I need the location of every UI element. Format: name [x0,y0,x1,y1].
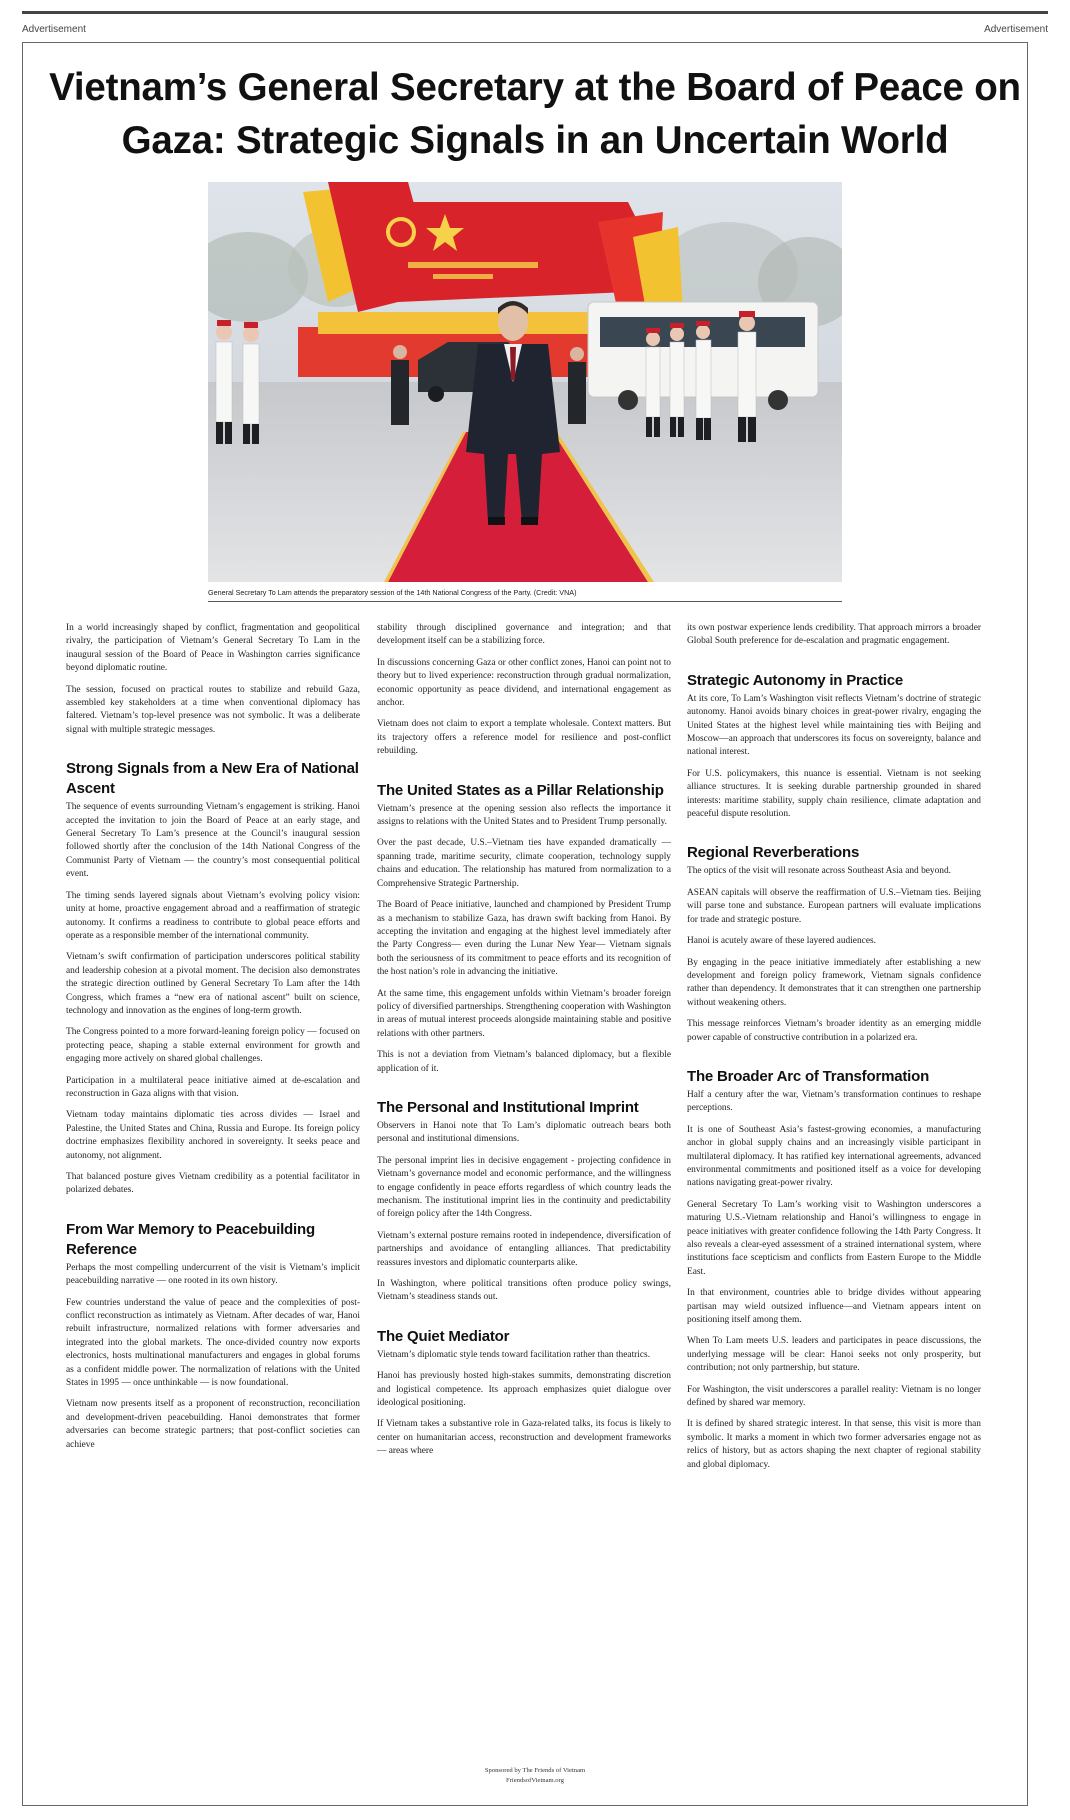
paragraph: If Vietnam takes a substantive role in Gaza-related talks, its focus is likely to center on humanitarian access, reconstruction and development frameworks — areas where [377,1419,671,1457]
paragraph: Observers in Hanoi note that To Lam’s diplomatic outreach bears both personal and institutional dimensions. [377,1120,671,1145]
paragraph: In Washington, where political transitions often produce policy swings, Vietnam’s steadiness stands out. [377,1279,671,1303]
paragraph: Few countries understand the value of peace and the complexities of post-conflict reconstruction as intimately as Vietnam. After decades of war, Hanoi rebuilt infrastructure, normalized relations with former adversaries and integrated into the global markets. The once-divided country now exports electronics, hosts multinational manufacturers and engages in global forums as a confident middle power. The normalization of relations with the United States in 1995 — once unthinkable — is now foundational. [66,1297,360,1389]
section-heading: Strong Signals from a New Era of National Ascent [66,760,359,798]
advertisement-label-left: Advertisement [22,24,86,35]
paragraph: The timing sends layered signals about Vietnam’s evolving policy vision: unity at home, proactive engagement abroad and a reaffirmation of strategic autonomy. It confirms a readiness to contribute to global peace efforts and operate as a responsible member of the international community. [66,890,360,941]
paragraph: Half a century after the war, Vietnam’s transformation continues to reshape perceptions. [687,1089,981,1114]
paragraph: its own postwar experience lends credibility. That approach mirrors a broader Global South preference for de-escalation and pragmatic engagement. [687,623,981,647]
paragraph: Vietnam’s diplomatic style tends toward facilitation rather than theatrics. [377,1349,651,1360]
paragraph: ASEAN capitals will observe the reaffirmation of U.S.–Vietnam ties. Beijing will parse tone and substance. European partners will evaluate implications for trade and strategic posture. [687,887,981,925]
paragraph: At its core, To Lam’s Washington visit reflects Vietnam’s doctrine of strategic autonomy. Hanoi avoids binary choices in great-power rivalry, engaging the United States at the highest level while maintaining ties with Beijing and Moscow—an approach that underscores its focus on sovereignty, balance and national interest. [687,693,981,758]
sponsor-url: FriendsofVietnam.org [506,1777,564,1784]
section-heading: The Broader Arc of Transformation [687,1067,930,1085]
paragraph: Perhaps the most compelling undercurrent of the visit is Vietnam’s implicit peacebuilding narrative — one rooted in its own history. [66,1262,360,1287]
section-heading: The Personal and Institutional Imprint [377,1098,639,1116]
sponsor-credit [0,1766,1070,1786]
paragraph: Hanoi has previously hosted high-stakes summits, demonstrating discretion and logistical competence. Its approach emphasizes quiet dialogue over ideological positioning. [377,1371,671,1409]
section-heading: The United States as a Pillar Relationship [377,781,664,799]
paragraph: Over the past decade, U.S.–Vietnam ties have expanded dramatically — spanning trade, maritime security, climate cooperation, technology supply chains and education. The relationship has matured from normalization to a Comprehensive Strategic Partnership. [377,838,671,889]
article-column-1 [66,622,360,1460]
paragraph: The personal imprint lies in decisive engagement - projecting confidence in Vietnam’s governance model and economic performance, and the willingness to engage confidently in peace efforts regardless of which country leads the mechanism. The institutional imprint lies in the continuity and predictability of foreign policy after the 14th Congress. [377,1155,671,1220]
paragraph: When To Lam meets U.S. leaders and participates in peace discussions, the underlying message will be clear: Hanoi seeks not only prosperity, but contribution; not only partnership, but stature. [687,1336,981,1374]
section-heading: Regional Reverberations [687,844,860,862]
paragraph: By engaging in the peace initiative immediately after establishing a new development and foreign policy framework, Vietnam signals confidence rather than dependency. It demonstrates that it can strengthen one partnership without weakening others. [687,957,981,1008]
paragraph: In discussions concerning Gaza or other conflict zones, Hanoi can point not to theory but to lived experience: reconstruction through gradual normalization, economic opportunity as peace dividend, and international engagement as anchor. [377,657,671,709]
article-photo [208,182,842,582]
paragraph: Vietnam’s external posture remains rooted in independence, diversification of partnerships and avoidance of entangling alliances. That predictability reassures investors and diplomatic counterparts alike. [377,1230,671,1268]
headline: Vietnam’s General Secretary at the Board of Peace on Gaza: Strategic Signals in an Uncertain World [49,66,1021,162]
caption-rule [208,601,842,602]
paragraph: stability through disciplined governance and integration; and that development itself can be a stabilizing force. [377,623,671,647]
paragraph: For Washington, the visit underscores a parallel reality: Vietnam is no longer defined by shared war memory. [687,1384,981,1409]
paragraph: The Board of Peace initiative, launched and championed by President Trump as a mechanism to stabilize Gaza, has drawn swift backing from Hanoi. By accepting the invitation and engaging at the highest level immediately after the Party Congress— even during the Lunar New Year— Vietnam signals both the seriousness of its commitment to peace efforts and its recognition of the host nation’s role in advancing the initiative. [377,900,671,978]
advertisement-label-right: Advertisement [984,24,1048,35]
photo-illustration [208,182,842,582]
paragraph: Vietnam today maintains diplomatic ties across divides — Israel and Palestine, the United States and China, Russia and Europe. Its foreign policy doctrine emphasizes flexibility anchored in sovereignty. It seeks peace and autonomy, not alignment. [66,1110,360,1161]
paragraph: Vietnam’s swift confirmation of participation underscores political stability and leadership cohesion at a pivotal moment. The decision also demonstrates the strategic direction outlined by General Secretary To Lam after the 14th Congress, which frames a “new era of national ascent” built on science, technology and innovation as the engines of long-term growth. [66,952,360,1016]
paragraph: The optics of the visit will resonate across Southeast Asia and beyond. [687,866,952,877]
paragraph: It is one of Southeast Asia’s fastest-growing economies, a manufacturing anchor in global supply chains and an increasingly visible participant in multilateral diplomacy. It has ratified key international agreements, advanced environmental commitments and positioned itself as a voice for developing nations navigating great-power rivalry. [687,1124,981,1189]
photo-caption: General Secretary To Lam attends the preparatory session of the 14th National Congress of the Party. (Credit: VNA) [208,588,577,597]
section-heading: From War Memory to Peacebuilding Reference [66,1220,315,1258]
paragraph: The sequence of events surrounding Vietnam’s engagement is striking. Hanoi accepted the invitation to join the Board of Peace at an early stage, and General Secretary To Lam’s presence at the Council’s inaugural session followed shortly after the conclusion of the 14th National Congress of the Communist Party of Vietnam — the country’s most consequential political event. [66,802,360,880]
section-heading: The Quiet Mediator [377,1327,510,1345]
paragraph: Vietnam now presents itself as a proponent of reconstruction, reconciliation and development-driven peacebuilding. Hanoi demonstrates that former adversaries can become strategic partners; that post-conflict societies can achieve [66,1399,360,1450]
paragraph: For U.S. policymakers, this nuance is essential. Vietnam is not seeking alliance structures. It is seeking durable partnership grounded in shared interests: maritime stability, supply chain resilience, climate adaptation and peaceful dispute resolution. [687,768,981,820]
paragraph: Vietnam’s presence at the opening session also reflects the importance it assigns to relations with the United States and to President Trump personally. [377,803,671,828]
paragraph: Vietnam does not claim to export a template wholesale. Context matters. But its trajectory offers a reference model for resilience and post-conflict rebuilding. [377,719,671,757]
sponsor-line: Sponsored by The Friends of Vietnam [484,1767,586,1774]
paragraph: The Congress pointed to a more forward-leaning foreign policy — focused on protecting peace, shaping a stable external environment for growth and engaging more actively on shared global challenges. [66,1027,360,1065]
paragraph: It is defined by shared strategic interest. In that sense, this visit is more than symbolic. It marks a moment in which two former adversaries engage not as relics of history, but as actors shaping the next chapter of regional stability and global diplomacy. [687,1419,981,1470]
article-column-3 [687,622,981,1480]
paragraph: This message reinforces Vietnam’s broader identity as an emerging middle power capable of constructive contribution in a polarized era. [687,1019,981,1043]
paragraph: This is not a deviation from Vietnam’s balanced diplomacy, but a flexible application of it. [377,1050,671,1074]
paragraph: In a world increasingly shaped by conflict, fragmentation and geopolitical rivalry, the participation of Vietnam’s General Secretary To Lam in the inaugural session of the Board of Peace in Washington carries significance beyond diplomatic routine. [66,623,360,674]
paragraph: At the same time, this engagement unfolds within Vietnam’s broader foreign policy of diversified partnerships. Strengthening cooperation with Washington in areas of mutual interest proceeds alongside maintaining stable and positive relations with other partners. [377,988,671,1039]
top-rule [22,0,1048,14]
article-column-2 [377,622,671,1467]
paragraph: Participation in a multilateral peace initiative aimed at de-escalation and reconstruction in Gaza aligns with that vision. [66,1075,360,1099]
paragraph: That balanced posture gives Vietnam credibility as a potential facilitator in polarized debates. [66,1172,360,1196]
paragraph: General Secretary To Lam’s working visit to Washington underscores a maturing U.S.-Vietnam relationship and Hanoi’s willingness to engage in peace initiatives with greater confidence following the 14th Party Congress. It also reveals a clear-eyed assessment of a strained international system, where institutions face scepticism and conflicts from Eastern Europe to the Middle East. [687,1199,981,1277]
paragraph: The session, focused on practical routes to stabilize and rebuild Gaza, assembled key stakeholders at a time when conventional diplomacy has faltered. Vietnam’s top-level presence was not symbolic. It was a deliberate signal with multiple strategic messages. [66,684,360,735]
section-heading: Strategic Autonomy in Practice [687,671,903,689]
paragraph: Hanoi is acutely aware of these layered audiences. [687,936,876,947]
paragraph: In that environment, countries able to bridge divides without appearing partisan may wield outsized influence—and Vietnam appears intent on positioning itself among them. [687,1288,981,1326]
